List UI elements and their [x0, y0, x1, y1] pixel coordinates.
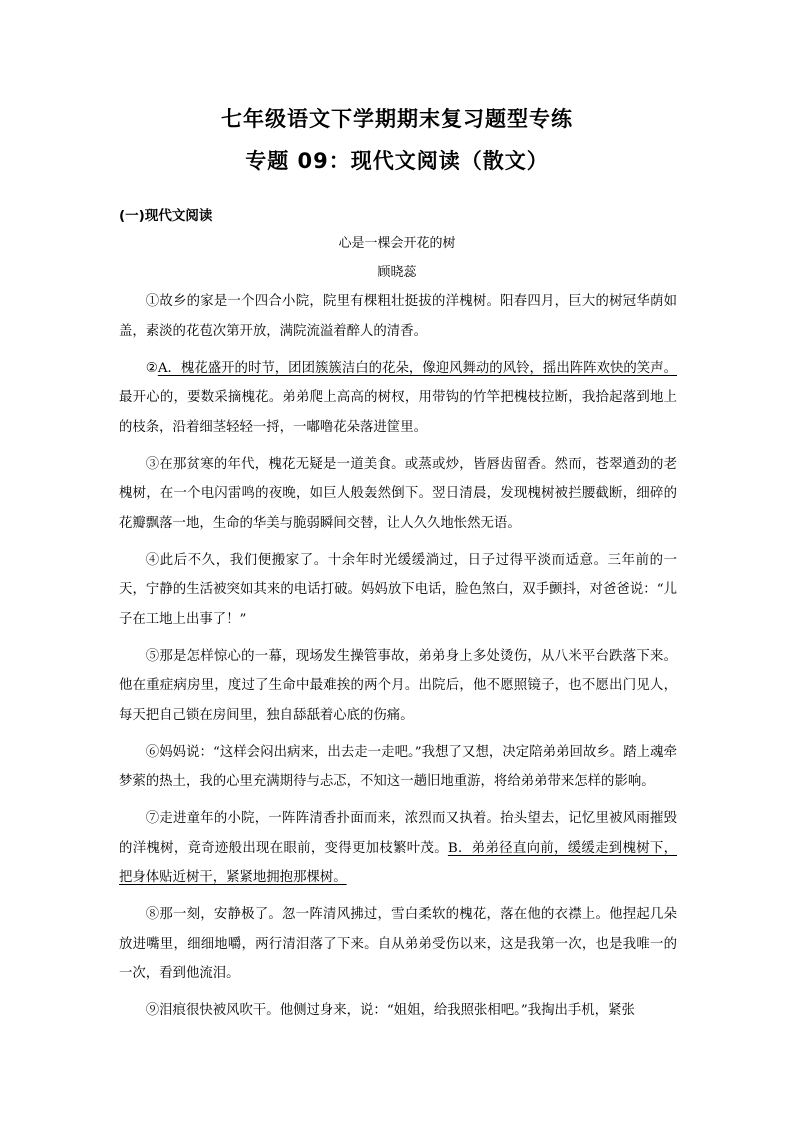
- article-body: [119, 287, 677, 1033]
- paragraph-2: [119, 354, 677, 443]
- paragraph-9: ⑨泪痕很快被风吹干。他侧过身来，说：“姐姐，给我照张相吧。”我掏出手机，紧张: [145, 1003, 635, 1018]
- document-title: 七年级语文下学期期末复习题型专练: [221, 107, 573, 131]
- paragraph-8: ⑧那一刻，安静极了。忽一阵清风拂过，雪白柔软的槐花，落在他的衣襟上。他捏起几朵放进嘴里，细细地嚼，两行清泪落了下来。自从弟弟受伤以来，这是我第一次，也是我唯一的一次，看到他流泪。: [119, 907, 677, 981]
- paragraph-4: ④此后不久，我们便搬家了。十余年时光缓缓淌过，日子过得平淡而适意。三年前的一天，宁静的生活被突如其来的电话打破。妈妈放下电话，脸色煞白，双手颤抖，对爸爸说：“儿子在工地上出事了！”: [119, 552, 677, 627]
- paragraph-number: ②: [145, 360, 158, 376]
- paragraph-text: ⑦走进童年的小院，一阵阵清香扑面而来，浓烈而又执着。抬头望去，记忆里被风雨摧毁的洋槐树，竟奇迹般出现在眼前，变得更加枝繁叶茂。: [119, 811, 677, 856]
- underlined-sentence-b: B．弟弟径直向前，缓缓走到槐树下，把身体贴近树干，紧紧地拥抱那棵树。: [119, 840, 678, 885]
- article-author: 顾晓蕊: [377, 265, 417, 280]
- paragraph-6: ⑥妈妈说：“这样会闷出病来，出去走一走吧。”我想了又想，决定陪弟弟回故乡。踏上魂牵梦萦的热土，我的心里充满期待与忐忑，不知这一趟旧地重游，将给弟弟带来怎样的影响。: [119, 744, 677, 789]
- paragraph-7: [119, 804, 677, 893]
- article-title: 心是一棵会开花的树: [338, 236, 456, 251]
- paragraph-text: 最开心的，要数采摘槐花。弟弟爬上高高的树杈，用带钩的竹竿把槐枝拉断，我拾起落到地上的枝条，沿着细茎轻轻一捋，一嘟噜花朵落进筐里。: [119, 390, 677, 435]
- paragraph-3: ③在那贫寒的年代，槐花无疑是一道美食。或蒸或炒，皆唇齿留香。然而，苍翠遒劲的老槐树，在一个电闪雷鸣的夜晚，如巨人般轰然倒下。翌日清晨，发现槐树被拦腰截断，细碎的花瓣飘落一地，生命的华美与脆弱瞬间交替，让人久久地怅然无语。: [119, 456, 677, 531]
- section-heading: (一)现代文阅读: [119, 208, 213, 224]
- paragraph-5: ⑤那是怎样惊心的一幕，现场发生操管事故，弟弟身上多处烫伤，从八米平台跌落下来。他在重症病房里，度过了生命中最难挨的两个月。出院后，他不愿照镜子，也不愿出门见人，每天把自己锁在房间里，独自舔舐着心底的伤痛。: [119, 648, 677, 723]
- paragraph-1: ①故乡的家是一个四合小院，院里有棵粗壮挺拔的洋槐树。阳春四月，巨大的树冠华荫如盖，素淡的花苞次第开放，满院流溢着醉人的清香。: [119, 294, 677, 339]
- document-subtitle: 专题 09：现代文阅读（散文）: [245, 149, 549, 173]
- underlined-sentence-a: A．槐花盛开的时节，团团簇簇洁白的花朵，像迎风舞动的风铃，摇出阵阵欢快的笑声。: [157, 360, 677, 376]
